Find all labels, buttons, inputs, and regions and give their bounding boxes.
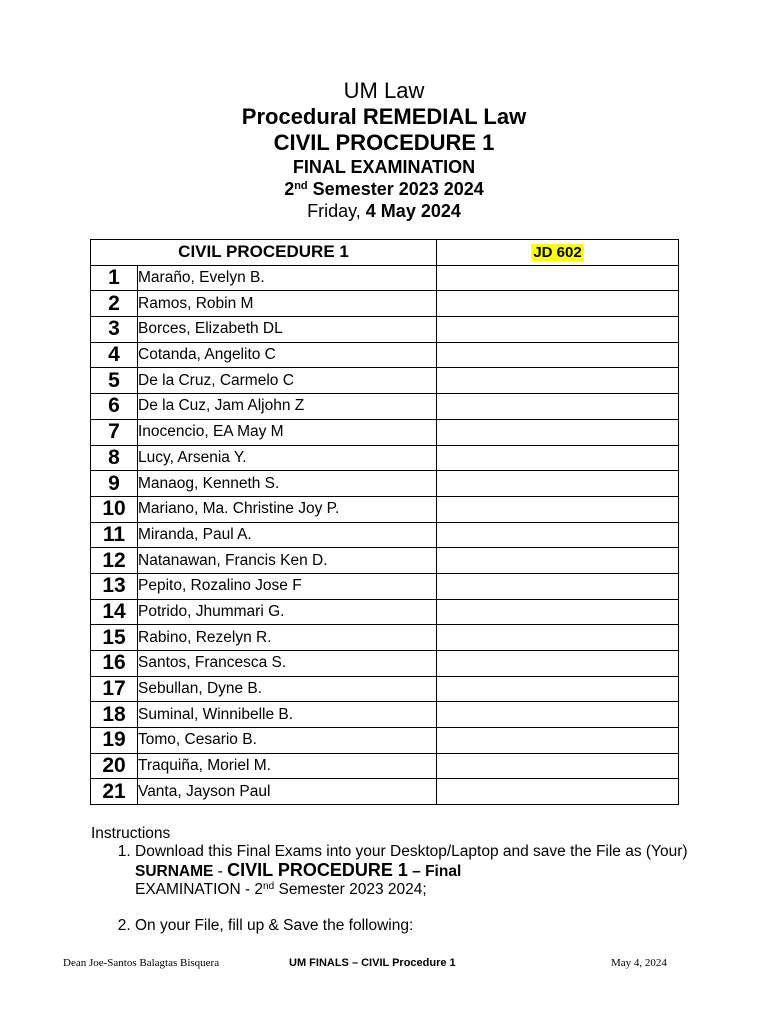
table-row	[91, 753, 679, 779]
instruction-item-2: 2. On your File, fill up & Save the following:	[135, 917, 691, 935]
footer-author: Dean Joe-Santos Balagtas Bisquera	[63, 957, 220, 969]
row-number: 16	[91, 651, 138, 677]
row-number: 9	[91, 471, 138, 497]
student-name: Manaog, Kenneth S.	[138, 471, 437, 497]
semester-line	[0, 178, 768, 200]
row-number: 2	[91, 291, 138, 317]
student-name: Lucy, Arsenia Y.	[138, 445, 437, 471]
table-row	[91, 471, 679, 497]
table-row	[91, 291, 679, 317]
table-row	[91, 445, 679, 471]
blank-cell	[437, 342, 679, 368]
semester-suffix: nd	[294, 180, 308, 192]
table-row	[91, 625, 679, 651]
instruction-1-final: – Final	[407, 863, 462, 880]
row-number: 17	[91, 676, 138, 702]
row-number: 12	[91, 548, 138, 574]
student-name: Pepito, Rozalino Jose F	[138, 573, 437, 599]
student-name: Ramos, Robin M	[138, 291, 437, 317]
table-row	[91, 779, 679, 805]
student-name: Natanawan, Francis Ken D.	[138, 548, 437, 574]
blank-cell	[437, 291, 679, 317]
footer-title: UM FINALS – CIVIL Procedure 1	[289, 957, 456, 969]
exam-date: 4 May 2024	[365, 201, 461, 221]
table-row	[91, 394, 679, 420]
student-name: Inocencio, EA May M	[138, 419, 437, 445]
table-row	[91, 651, 679, 677]
instruction-1-exam: EXAMINATION - 2	[135, 881, 264, 898]
blank-cell	[437, 599, 679, 625]
student-name: Sebullan, Dyne B.	[138, 676, 437, 702]
row-number: 5	[91, 368, 138, 394]
table-row	[91, 419, 679, 445]
table-row	[91, 548, 679, 574]
student-name: Potrido, Jhummari G.	[138, 599, 437, 625]
student-name: Borces, Elizabeth DL	[138, 317, 437, 343]
table-row	[91, 702, 679, 728]
blank-cell	[437, 419, 679, 445]
roster-body	[91, 265, 679, 804]
blank-cell	[437, 573, 679, 599]
instruction-1-sup: nd	[263, 881, 275, 892]
table-row	[91, 599, 679, 625]
blank-cell	[437, 394, 679, 420]
page-footer	[0, 957, 768, 973]
student-name: Rabino, Rezelyn R.	[138, 625, 437, 651]
table-row	[91, 317, 679, 343]
course-title: CIVIL PROCEDURE 1	[273, 130, 495, 155]
section-code-highlight: JD 602	[533, 243, 582, 261]
blank-cell	[437, 445, 679, 471]
student-name: Santos, Francesca S.	[138, 651, 437, 677]
row-number: 13	[91, 573, 138, 599]
instruction-item-1	[135, 843, 691, 899]
row-number: 7	[91, 419, 138, 445]
school-name: UM Law	[343, 78, 425, 103]
table-row	[91, 368, 679, 394]
student-name: Tomo, Cesario B.	[138, 728, 437, 754]
footer-date: May 4, 2024	[611, 957, 667, 969]
row-number: 14	[91, 599, 138, 625]
student-name: Miranda, Paul A.	[138, 522, 437, 548]
student-name: Suminal, Winnibelle B.	[138, 702, 437, 728]
instructions-list	[91, 843, 691, 935]
subject-title: Procedural REMEDIAL Law	[241, 104, 527, 129]
row-number: 3	[91, 317, 138, 343]
semester-number: 2	[284, 179, 295, 199]
instructions-section	[91, 825, 691, 935]
student-name: Traquiña, Moriel M.	[138, 753, 437, 779]
row-number: 4	[91, 342, 138, 368]
blank-cell	[437, 779, 679, 805]
blank-cell	[437, 548, 679, 574]
semester-text: Semester 2023 2024	[307, 179, 484, 199]
exam-day: Friday,	[307, 201, 366, 221]
section-code-header	[437, 240, 679, 266]
blank-cell	[437, 651, 679, 677]
blank-cell	[437, 625, 679, 651]
row-number: 8	[91, 445, 138, 471]
student-name: Vanta, Jayson Paul	[138, 779, 437, 805]
blank-cell	[437, 753, 679, 779]
row-number: 6	[91, 394, 138, 420]
table-header-row	[91, 240, 679, 266]
table-row	[91, 573, 679, 599]
instruction-1-text: Download this Final Exams into your Desktop/Laptop and save the File as (Your)	[135, 843, 688, 860]
row-number: 11	[91, 522, 138, 548]
blank-cell	[437, 702, 679, 728]
student-name: Cotanda, Angelito C	[138, 342, 437, 368]
table-row	[91, 342, 679, 368]
blank-cell	[437, 368, 679, 394]
student-name: Mariano, Ma. Christine Joy P.	[138, 496, 437, 522]
row-number: 19	[91, 728, 138, 754]
document-header	[0, 78, 768, 222]
instruction-1-surname: SURNAME	[135, 863, 214, 880]
row-number: 1	[91, 265, 138, 291]
row-number: 15	[91, 625, 138, 651]
exam-title: FINAL EXAMINATION	[292, 157, 476, 177]
row-number: 21	[91, 779, 138, 805]
exam-date-line	[0, 200, 768, 222]
table-row	[91, 522, 679, 548]
row-number: 18	[91, 702, 138, 728]
blank-cell	[437, 496, 679, 522]
blank-cell	[437, 728, 679, 754]
student-name: De la Cruz, Carmelo C	[138, 368, 437, 394]
student-roster-table	[90, 239, 679, 805]
blank-cell	[437, 522, 679, 548]
blank-cell	[437, 317, 679, 343]
instructions-title: Instructions	[91, 825, 171, 842]
blank-cell	[437, 676, 679, 702]
student-name: De la Cuz, Jam Aljohn Z	[138, 394, 437, 420]
instruction-1-rest: Semester 2023 2024;	[274, 881, 427, 898]
table-row	[91, 265, 679, 291]
instruction-1-dash: -	[213, 863, 228, 880]
table-row	[91, 676, 679, 702]
instruction-1-course: CIVIL PROCEDURE 1	[227, 860, 408, 880]
row-number: 10	[91, 496, 138, 522]
student-name: Maraño, Evelyn B.	[138, 265, 437, 291]
blank-cell	[437, 265, 679, 291]
row-number: 20	[91, 753, 138, 779]
course-column-header: CIVIL PROCEDURE 1	[91, 240, 437, 266]
blank-cell	[437, 471, 679, 497]
table-row	[91, 496, 679, 522]
table-row	[91, 728, 679, 754]
